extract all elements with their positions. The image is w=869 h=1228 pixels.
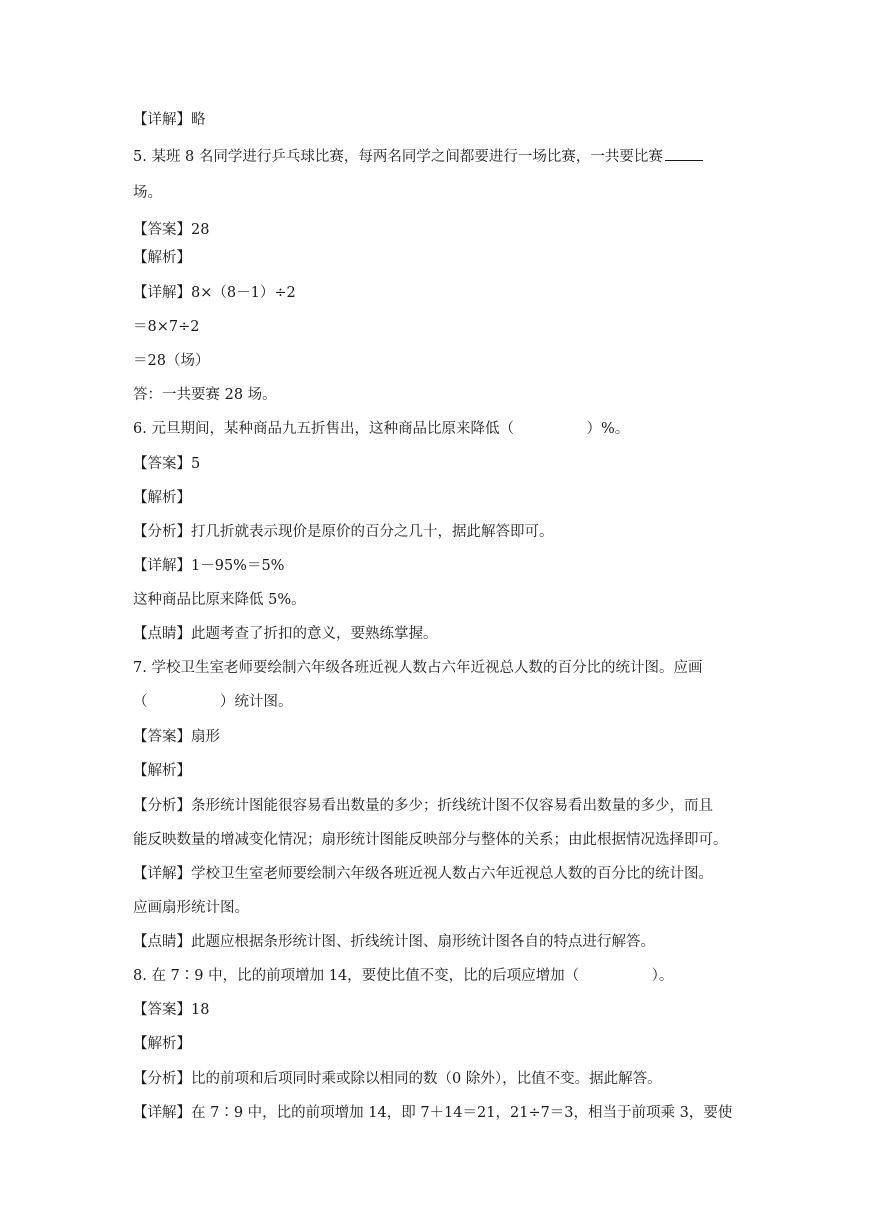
text-line: 应画扇形统计图。: [133, 900, 249, 916]
text-line: 【解析】: [133, 490, 191, 506]
text-line: 【点睛】此题应根据条形统计图、折线统计图、扇形统计图各自的特点进行解答。: [133, 934, 655, 950]
question-5-text: 5. 某班 8 名同学进行乒乓球比赛，每两名同学之间都要进行一场比赛，一共要比赛: [133, 149, 663, 165]
text-line: 【解析】: [133, 1036, 191, 1052]
text-line: 【答案】28: [133, 222, 210, 238]
text-line: 【详解】学校卫生室老师要绘制六年级各班近视人数占六年近视总人数的百分比的统计图。: [133, 866, 713, 882]
text-line: 【答案】5: [133, 456, 201, 472]
text-line: 【点睛】此题考查了折扣的意义，要熟练掌握。: [133, 626, 438, 642]
text-line: 7. 学校卫生室老师要绘制六年级各班近视人数占六年近视总人数的百分比的统计图。应画: [133, 660, 703, 676]
text-line: 【答案】扇形: [133, 729, 220, 745]
text-line: ＝8×7÷2: [133, 319, 200, 335]
text-line: 【分析】条形统计图能很容易看出数量的多少；折线统计图不仅容易看出数量的多少，而且: [133, 798, 713, 814]
text-line: 【答案】18: [133, 1002, 210, 1018]
text-line: 能反映数量的增减变化情况；扇形统计图能反映部分与整体的关系；由此根据情况选择即可。: [133, 832, 728, 848]
text-line: 答：一共要赛 28 场。: [133, 387, 277, 403]
text-line: 【详解】1－95%＝5%: [133, 558, 285, 574]
text-line: [133, 147, 744, 167]
text-line: （ ）统计图。: [133, 694, 293, 710]
text-line: 【详解】略: [133, 112, 206, 128]
text-line: 8. 在 7∶9 中，比的前项增加 14，要使比值不变，比的后项应增加（ ）。: [133, 968, 674, 984]
text-line: 【详解】在 7∶9 中，比的前项增加 14，即 7＋14＝21，21÷7＝3，相当于前项乘 3，要使: [133, 1105, 733, 1121]
text-line: 【分析】比的前项和后项同时乘或除以相同的数（0 除外），比值不变。据此解答。: [133, 1071, 662, 1087]
answer-blank: [665, 158, 703, 161]
text-line: 场。: [133, 185, 162, 201]
text-line: 【解析】: [133, 250, 191, 266]
text-line: 6. 元旦期间，某种商品九五折售出，这种商品比原来降低（ ）%。: [133, 421, 630, 437]
text-line: 【详解】8×（8－1）÷2: [133, 285, 296, 301]
text-line: 【解析】: [133, 763, 191, 779]
text-line: 【分析】打几折就表示现价是原价的百分之几十，据此解答即可。: [133, 524, 554, 540]
text-line: ＝28（场）: [133, 353, 210, 369]
text-line: 这种商品比原来降低 5%。: [133, 592, 306, 608]
